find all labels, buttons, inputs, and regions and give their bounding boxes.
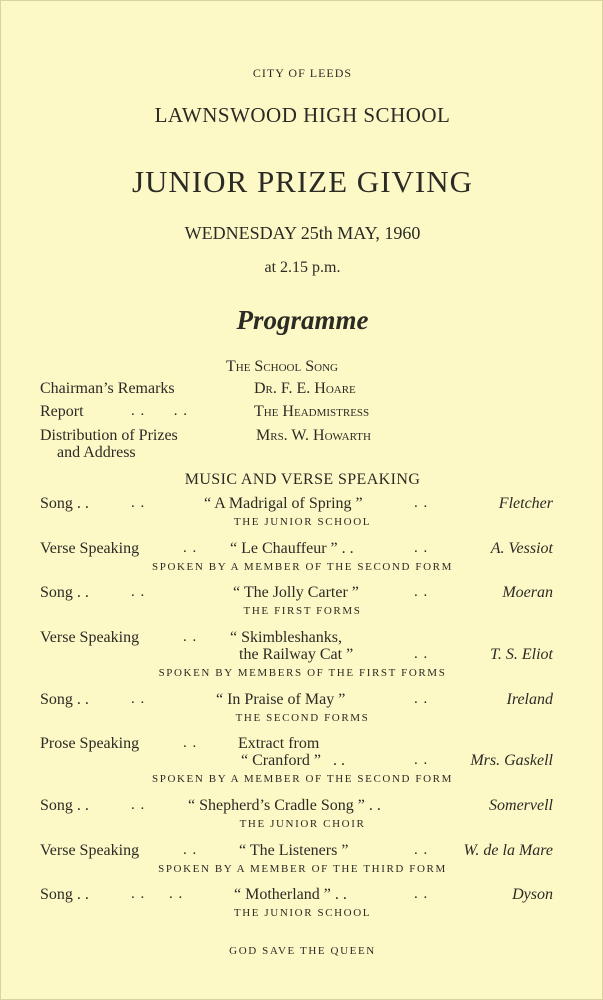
item-dots: . . [414,495,429,511]
item-dots: . . [183,842,198,858]
opening-label-report: Report [40,403,84,420]
item-dots: . . [183,735,198,751]
item-dots: . . [414,646,429,662]
item-title: “ In Praise of May ” [216,691,346,708]
item-dots: . . [414,886,429,902]
event-date: WEDNESDAY 25th MAY, 1960 [184,223,421,243]
item-dots: . . [414,691,429,707]
item-author: Dyson [512,886,553,903]
item-title: “ Motherland ” . . [234,886,347,903]
item-title: Extract from [238,735,320,752]
item-author: Somervell [489,797,553,814]
item-dots: . . [183,629,198,645]
item-author: W. de la Mare [463,842,553,859]
item-author: Mrs. Gaskell [470,752,553,769]
item-performer: SPOKEN BY MEMBERS OF THE FIRST FORMS [158,667,447,679]
opening-label-address: and Address [57,444,136,461]
item-dots: . . [131,584,146,600]
item-dots: . . [131,495,146,511]
item-author: Fletcher [498,495,553,512]
programme-heading: Programme [236,305,369,335]
item-dots: . . [131,691,146,707]
opening-dots-report: . . . . [131,403,188,419]
item-type: Song . . [40,886,89,903]
item-performer: SPOKEN BY A MEMBER OF THE SECOND FORM [152,561,453,573]
item-type: Verse Speaking [40,629,140,646]
item-type: Song . . [40,797,89,814]
item-author: T. S. Eliot [490,646,553,663]
item-type: Song . . [40,495,89,512]
item-title: “ Skimbleshanks, [230,629,342,646]
school-song: The School Song [226,358,338,375]
item-title: “ A Madrigal of Spring ” [204,495,363,512]
item-performer: THE JUNIOR CHOIR [239,818,366,830]
opening-who-distribution: Mrs. W. Howarth [256,427,371,444]
item-title-line2: “ Cranford ” . . [241,752,345,769]
closing-anthem: GOD SAVE THE QUEEN [229,945,376,957]
item-author: Ireland [506,691,553,708]
item-title: “ The Jolly Carter ” [233,584,359,601]
city-heading: CITY OF LEEDS [252,66,353,80]
item-title-line2: the Railway Cat ” [239,646,354,663]
item-performer: THE SECOND FORMS [235,712,370,724]
item-dots: . . [414,584,429,600]
event-title: JUNIOR PRIZE GIVING [131,164,474,199]
opening-label-chairman: Chairman’s Remarks [40,380,175,397]
item-performer: THE FIRST FORMS [243,605,362,617]
item-performer: SPOKEN BY A MEMBER OF THE SECOND FORM [152,773,453,785]
opening-label-distribution: Distribution of Prizes [40,427,178,444]
item-author: A. Vessiot [490,540,553,557]
opening-who-chairman: Dr. F. E. Hoare [254,380,356,397]
music-section-title: MUSIC AND VERSE SPEAKING [184,471,421,488]
item-dots: . . [131,797,146,813]
item-dots: . . [414,540,429,556]
item-title: “ The Listeners ” [239,842,349,859]
item-dots: . . [414,752,429,768]
item-type: Song . . [40,691,89,708]
school-name: LAWNSWOOD HIGH SCHOOL [154,103,451,127]
item-author: Moeran [502,584,553,601]
item-type: Prose Speaking [40,735,140,752]
item-dots: . . [183,540,198,556]
item-performer: THE JUNIOR SCHOOL [233,907,372,919]
item-title: “ Le Chauffeur ” . . [230,540,354,557]
event-time: at 2.15 p.m. [264,259,341,276]
item-type: Song . . [40,584,89,601]
item-performer: THE JUNIOR SCHOOL [233,516,372,528]
item-type: Verse Speaking [40,540,140,557]
item-title: “ Shepherd’s Cradle Song ” . . [188,797,381,814]
item-performer: SPOKEN BY A MEMBER OF THE THIRD FORM [158,863,447,875]
item-type: Verse Speaking [40,842,140,859]
opening-who-report: The Headmistress [254,403,370,420]
item-dots: . . [414,842,429,858]
item-dots: . . . . [131,886,184,902]
